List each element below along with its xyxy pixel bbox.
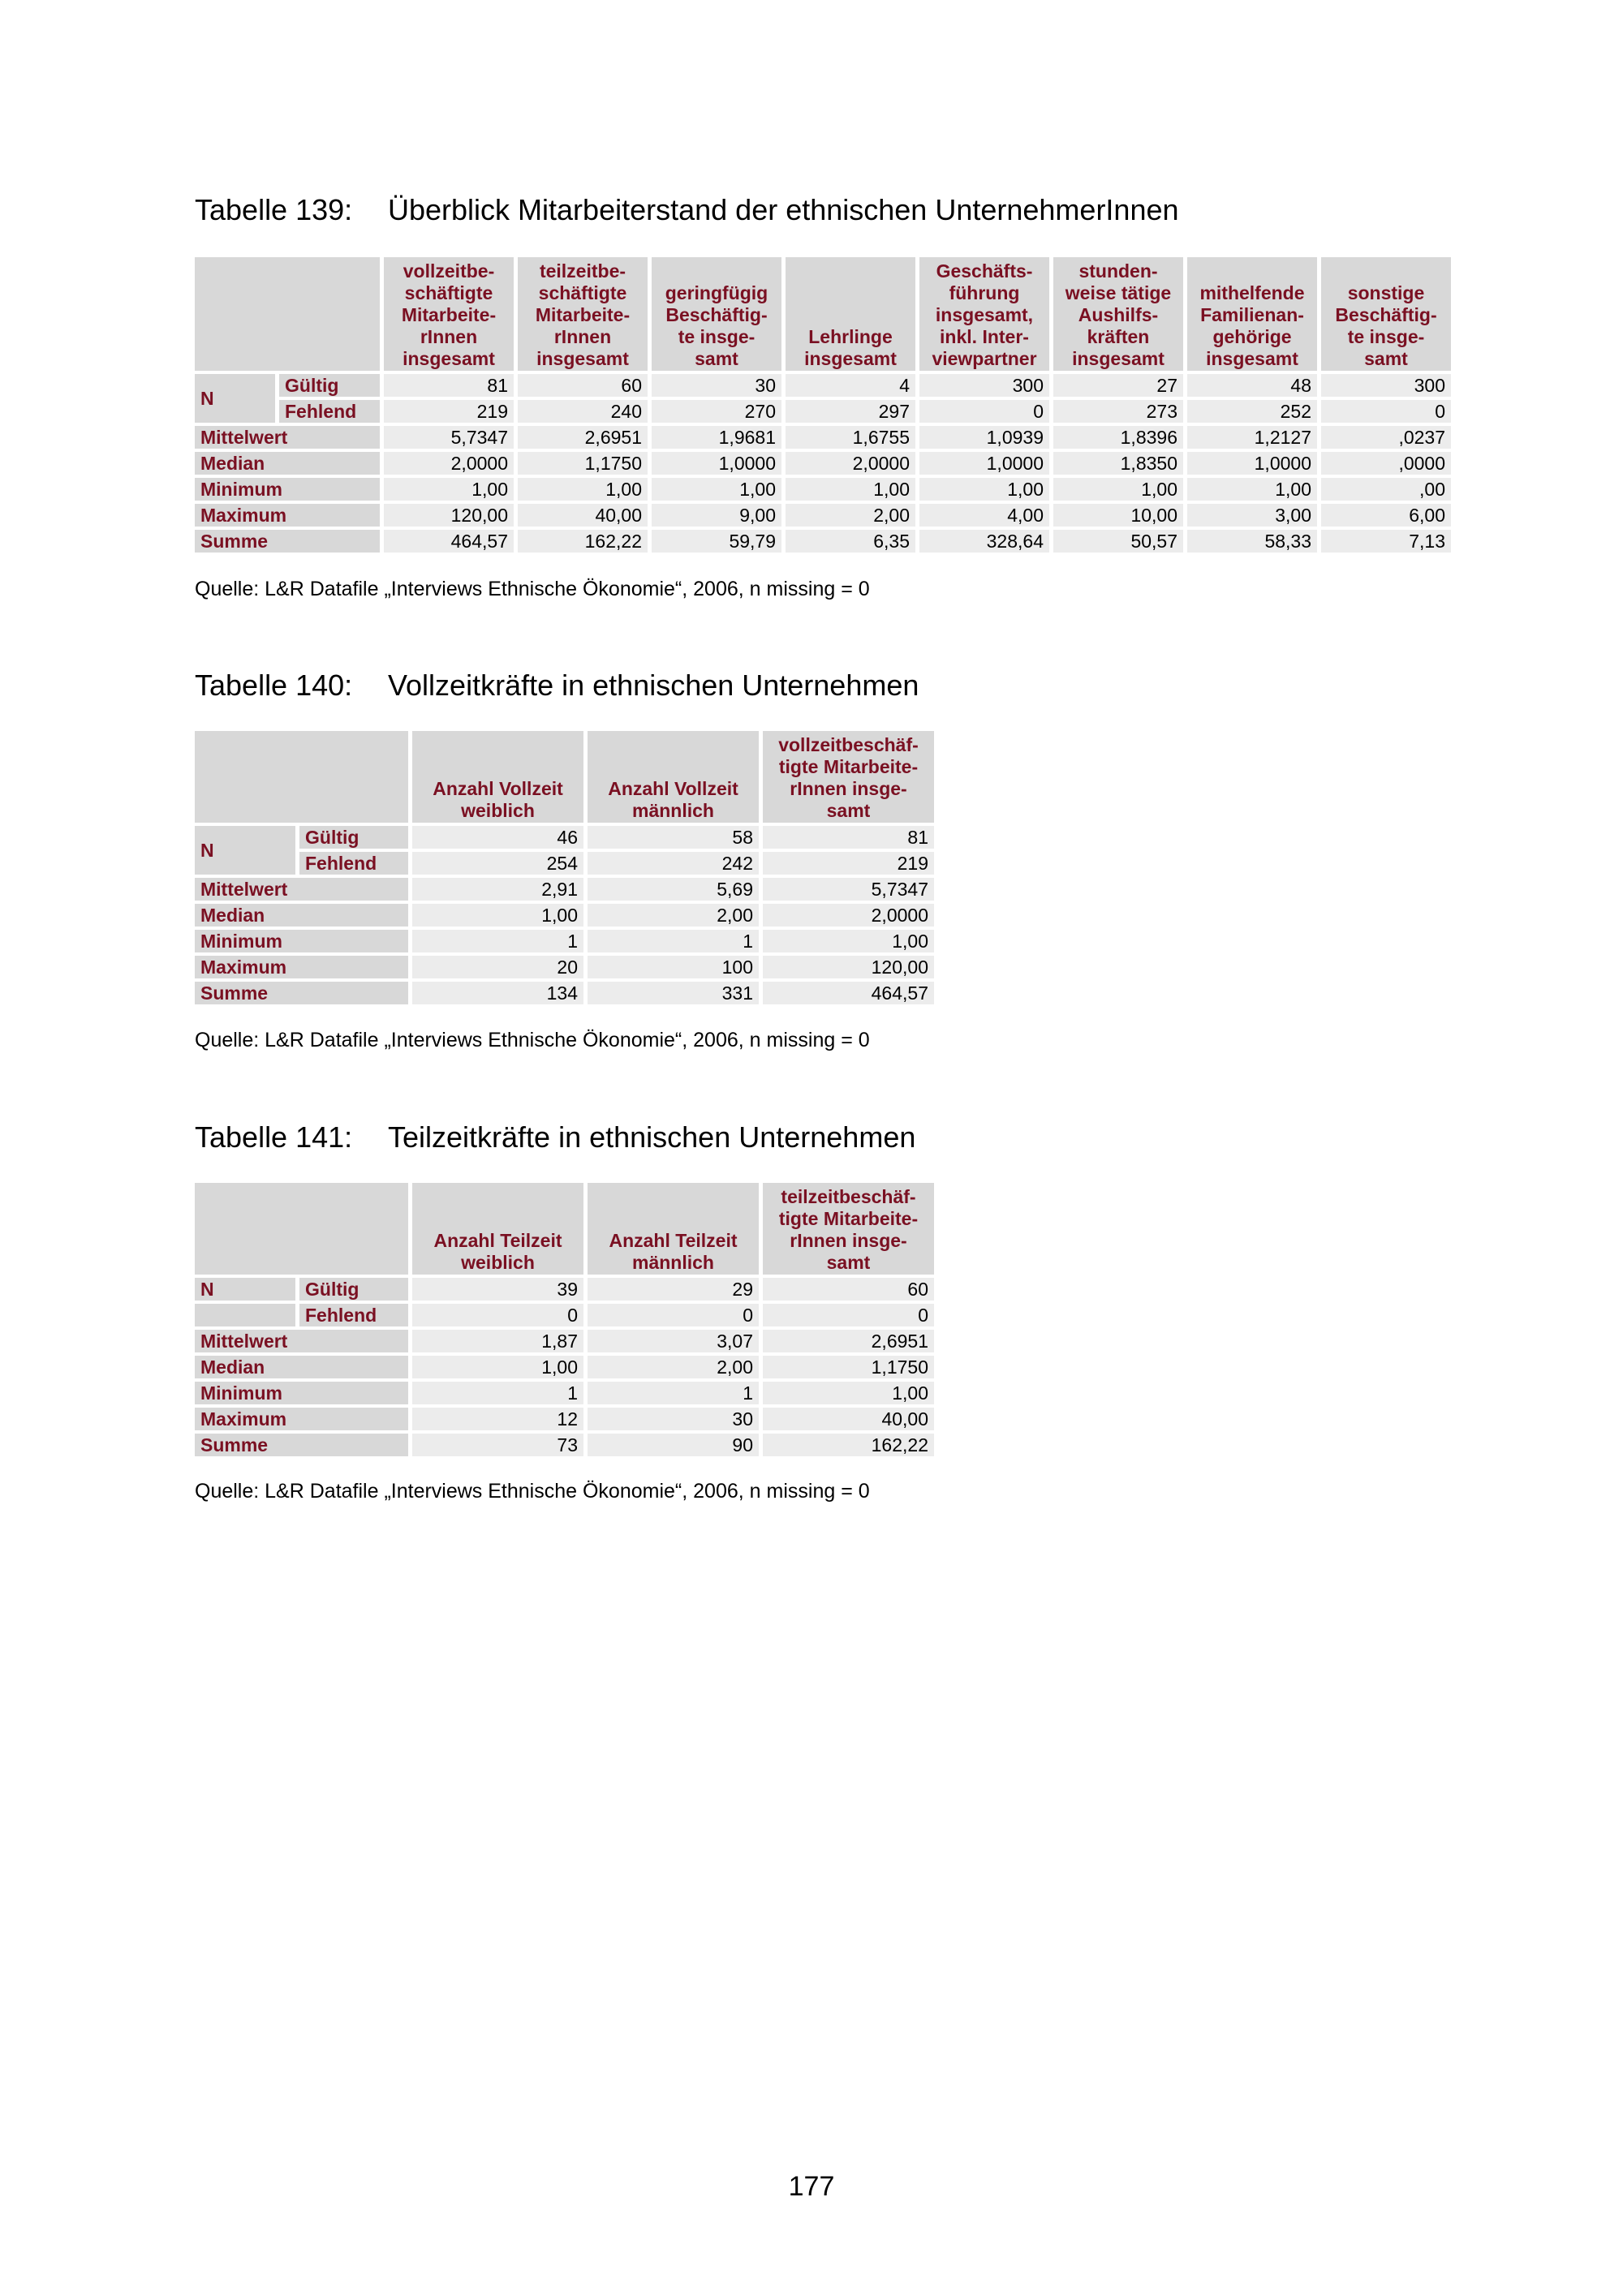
stats-table-141 [191, 1180, 938, 1460]
table-cell: 219 [384, 400, 514, 423]
caption-title: Überblick Mitarbeiterstand der ethnischen UnternehmerInnen [388, 193, 1179, 226]
row-label-n: N [195, 1278, 295, 1301]
table-cell: 1 [588, 1382, 759, 1404]
row-label-n: N [195, 826, 295, 875]
column-header: sonstige Beschäftig- te insge- samt [1321, 257, 1451, 371]
row-label: Median [195, 452, 380, 475]
table-cell: 120,00 [384, 504, 514, 527]
table-cell: 1,00 [1053, 478, 1183, 501]
table-cell: 270 [652, 400, 781, 423]
table-cell: 0 [919, 400, 1049, 423]
table-caption [195, 1120, 938, 1155]
table-row [195, 982, 934, 1004]
table-cell: 1,1750 [763, 1356, 934, 1378]
table-cell: 1,6755 [786, 426, 915, 449]
table-cell: 2,0000 [786, 452, 915, 475]
corner-cell [195, 1183, 408, 1275]
table-cell: 1,00 [652, 478, 781, 501]
table-cell: 1,00 [919, 478, 1049, 501]
column-header: teilzeitbe- schäftigte Mitarbeite- rInnen insgesamt [518, 257, 648, 371]
table-row [195, 1330, 934, 1352]
table-cell: 2,91 [412, 878, 583, 901]
column-header: Geschäfts- führung insgesamt, inkl. Inter- viewpartner [919, 257, 1049, 371]
table-cell: 5,69 [588, 878, 759, 901]
table-cell: 3,00 [1187, 504, 1317, 527]
table-row [195, 478, 1451, 501]
table-cell: 4 [786, 374, 915, 397]
table-cell: 20 [412, 956, 583, 978]
row-label: Median [195, 1356, 408, 1378]
table-caption [195, 668, 938, 703]
table-cell: 1,0000 [919, 452, 1049, 475]
row-label: Minimum [195, 478, 380, 501]
table-cell: 162,22 [518, 530, 648, 553]
row-label: Summe [195, 982, 408, 1004]
row-label: Mittelwert [195, 1330, 408, 1352]
table-cell: 81 [763, 826, 934, 849]
row-label: Maximum [195, 504, 380, 527]
row-sublabel: Gültig [299, 826, 408, 849]
table-cell: 254 [412, 852, 583, 875]
table-cell: 1,00 [1187, 478, 1317, 501]
corner-cell [195, 731, 408, 823]
table-cell: 219 [763, 852, 934, 875]
table-row [195, 1356, 934, 1378]
column-header: stunden- weise tätige Aushilfs- kräften insgesamt [1053, 257, 1183, 371]
table-cell: 134 [412, 982, 583, 1004]
table-cell: 273 [1053, 400, 1183, 423]
table-row [195, 1408, 934, 1430]
table-cell: 1,00 [384, 478, 514, 501]
row-label-n [195, 1304, 295, 1326]
table-cell: 300 [919, 374, 1049, 397]
table-cell: 1,00 [786, 478, 915, 501]
table-cell: 1,0939 [919, 426, 1049, 449]
table-cell: 0 [1321, 400, 1451, 423]
table-cell: 39 [412, 1278, 583, 1301]
table-cell: 2,6951 [518, 426, 648, 449]
source-note: Quelle: L&R Datafile „Interviews Ethnische Ökonomie“, 2006, n missing = 0 [195, 1480, 870, 1503]
column-header: vollzeitbeschäf- tigte Mitarbeite- rInnen insge- samt [763, 731, 934, 823]
column-header: Anzahl Vollzeit weiblich [412, 731, 583, 823]
row-label: Summe [195, 530, 380, 553]
table-row [195, 504, 1451, 527]
table-cell: 464,57 [384, 530, 514, 553]
table-cell: 0 [763, 1304, 934, 1326]
table-cell: 40,00 [518, 504, 648, 527]
table-row [195, 530, 1451, 553]
table-cell: 6,35 [786, 530, 915, 553]
table-cell: 328,64 [919, 530, 1049, 553]
header-row [195, 257, 1451, 371]
table-cell: 27 [1053, 374, 1183, 397]
table-cell: 59,79 [652, 530, 781, 553]
table-140-section [195, 668, 938, 1008]
table-cell: ,00 [1321, 478, 1451, 501]
row-sublabel: Fehlend [299, 852, 408, 875]
stats-table-139 [191, 254, 1455, 556]
table-cell: 30 [588, 1408, 759, 1430]
table-cell: 29 [588, 1278, 759, 1301]
column-header: Lehrlinge insgesamt [786, 257, 915, 371]
row-sublabel: Fehlend [299, 1304, 408, 1326]
table-cell: 300 [1321, 374, 1451, 397]
table-cell: 50,57 [1053, 530, 1183, 553]
table-cell: 240 [518, 400, 648, 423]
row-label: Maximum [195, 956, 408, 978]
table-row [195, 878, 934, 901]
table-cell: 10,00 [1053, 504, 1183, 527]
table-cell: 7,13 [1321, 530, 1451, 553]
table-cell: 6,00 [1321, 504, 1451, 527]
table-cell: 1,8350 [1053, 452, 1183, 475]
table-cell: 2,00 [588, 1356, 759, 1378]
table-cell: 5,7347 [384, 426, 514, 449]
row-sublabel: Fehlend [279, 400, 380, 423]
row-label: Summe [195, 1434, 408, 1456]
column-header: Anzahl Teilzeit männlich [588, 1183, 759, 1275]
table-row [195, 1382, 934, 1404]
table-cell: 100 [588, 956, 759, 978]
column-header: vollzeitbe- schäftigte Mitarbeite- rInnen insgesamt [384, 257, 514, 371]
caption-number: Tabelle 141: [195, 1120, 353, 1154]
column-header: teilzeitbeschäf- tigte Mitarbeite- rInnen insge- samt [763, 1183, 934, 1275]
table-cell: ,0237 [1321, 426, 1451, 449]
table-cell: 58,33 [1187, 530, 1317, 553]
table-cell: 1,0000 [652, 452, 781, 475]
table-cell: 81 [384, 374, 514, 397]
table-cell: 1,00 [763, 1382, 934, 1404]
table-cell: 9,00 [652, 504, 781, 527]
table-row [195, 956, 934, 978]
column-header: Anzahl Vollzeit männlich [588, 731, 759, 823]
row-label: Mittelwert [195, 426, 380, 449]
column-header: geringfügig Beschäftig- te insge- samt [652, 257, 781, 371]
row-label: Minimum [195, 1382, 408, 1404]
table-cell: 48 [1187, 374, 1317, 397]
table-cell: 331 [588, 982, 759, 1004]
column-header: Anzahl Teilzeit weiblich [412, 1183, 583, 1275]
table-cell: 252 [1187, 400, 1317, 423]
table-cell: 46 [412, 826, 583, 849]
table-row [195, 930, 934, 952]
caption-number: Tabelle 139: [195, 193, 353, 226]
table-cell: 297 [786, 400, 915, 423]
table-cell: ,0000 [1321, 452, 1451, 475]
table-cell: 12 [412, 1408, 583, 1430]
table-cell: 1,87 [412, 1330, 583, 1352]
table-cell: 5,7347 [763, 878, 934, 901]
row-label: Mittelwert [195, 878, 408, 901]
table-cell: 30 [652, 374, 781, 397]
table-cell: 60 [763, 1278, 934, 1301]
table-cell: 1,0000 [1187, 452, 1317, 475]
row-label-n: N [195, 374, 275, 423]
table-cell: 1,9681 [652, 426, 781, 449]
table-cell: 60 [518, 374, 648, 397]
row-label: Minimum [195, 930, 408, 952]
table-cell: 1 [412, 1382, 583, 1404]
table-cell: 40,00 [763, 1408, 934, 1430]
table-cell: 0 [412, 1304, 583, 1326]
page-number: 177 [788, 2171, 835, 2202]
table-row [195, 852, 934, 875]
caption-number: Tabelle 140: [195, 669, 353, 702]
table-cell: 1 [588, 930, 759, 952]
table-cell: 2,00 [588, 904, 759, 927]
table-row [195, 1304, 934, 1326]
table-cell: 1,1750 [518, 452, 648, 475]
corner-cell [195, 257, 380, 371]
row-sublabel: Gültig [299, 1278, 408, 1301]
table-cell: 2,6951 [763, 1330, 934, 1352]
source-note: Quelle: L&R Datafile „Interviews Ethnische Ökonomie“, 2006, n missing = 0 [195, 1029, 870, 1051]
row-label: Maximum [195, 1408, 408, 1430]
table-cell: 2,0000 [763, 904, 934, 927]
caption-title: Teilzeitkräfte in ethnischen Unternehmen [388, 1120, 916, 1154]
table-cell: 2,00 [786, 504, 915, 527]
table-row [195, 826, 934, 849]
table-cell: 73 [412, 1434, 583, 1456]
table-row [195, 400, 1451, 423]
caption-title: Vollzeitkräfte in ethnischen Unternehmen [388, 669, 919, 702]
table-row [195, 904, 934, 927]
table-cell: 1,2127 [1187, 426, 1317, 449]
table-cell: 464,57 [763, 982, 934, 1004]
table-cell: 58 [588, 826, 759, 849]
source-note: Quelle: L&R Datafile „Interviews Ethnische Ökonomie“, 2006, n missing = 0 [195, 578, 870, 600]
table-cell: 1,8396 [1053, 426, 1183, 449]
stats-table-140 [191, 728, 938, 1008]
table-cell: 242 [588, 852, 759, 875]
table-cell: 2,0000 [384, 452, 514, 475]
table-row [195, 1434, 934, 1456]
table-cell: 1,00 [412, 1356, 583, 1378]
table-row [195, 426, 1451, 449]
table-141-section [195, 1120, 938, 1460]
header-row [195, 731, 934, 823]
table-row [195, 452, 1451, 475]
table-cell: 120,00 [763, 956, 934, 978]
table-cell: 90 [588, 1434, 759, 1456]
column-header: mithelfende Familienan- gehörige insgesamt [1187, 257, 1317, 371]
table-row [195, 1278, 934, 1301]
table-cell: 1,00 [763, 930, 934, 952]
table-cell: 1,00 [518, 478, 648, 501]
table-cell: 3,07 [588, 1330, 759, 1352]
row-label: Median [195, 904, 408, 927]
header-row [195, 1183, 934, 1275]
table-row [195, 374, 1451, 397]
table-cell: 162,22 [763, 1434, 934, 1456]
table-cell: 1 [412, 930, 583, 952]
table-139-section [195, 192, 1455, 556]
table-cell: 4,00 [919, 504, 1049, 527]
table-cell: 1,00 [412, 904, 583, 927]
row-sublabel: Gültig [279, 374, 380, 397]
table-cell: 0 [588, 1304, 759, 1326]
table-caption [195, 192, 1455, 228]
